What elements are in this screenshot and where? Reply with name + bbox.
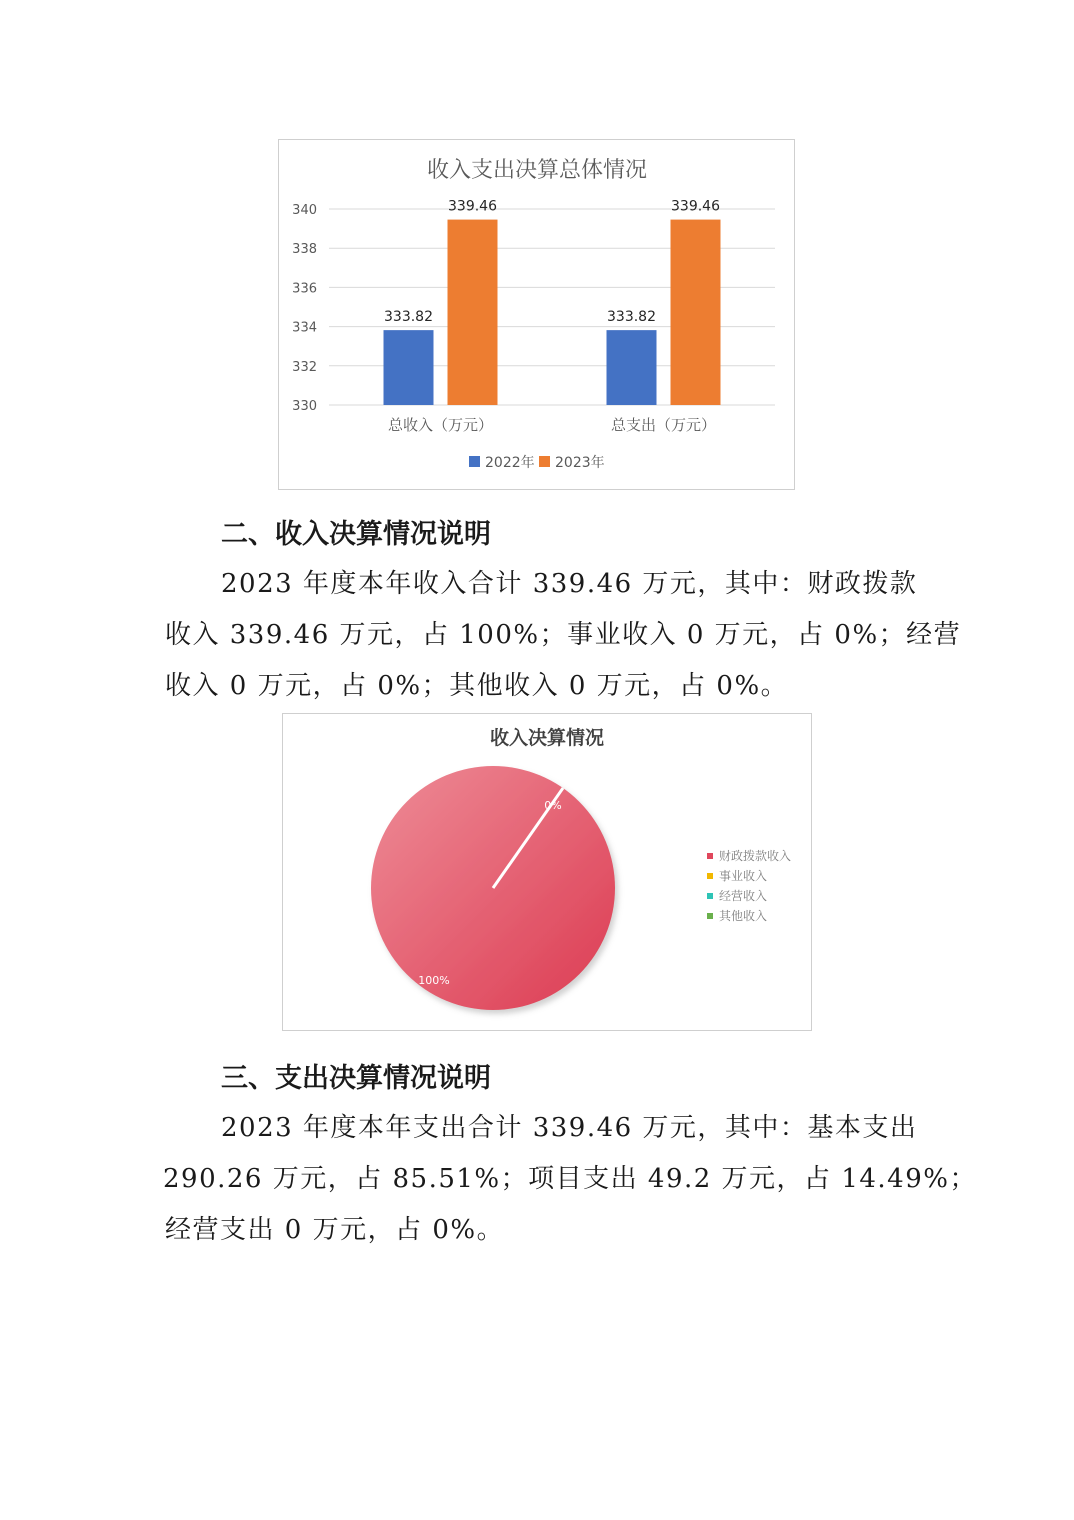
bar-y-tick-label: 336 <box>292 281 317 297</box>
bar-chart-svg <box>279 140 794 489</box>
expense-paragraph-line-2: 290.26 万元，占 85.51%；项目支出 49.2 万元，占 14.49%； <box>163 1164 977 1194</box>
bar-2023-income <box>448 220 498 405</box>
legend-label-2023: 2023年 <box>555 455 605 471</box>
bar-2022-income <box>384 330 434 405</box>
income-expense-bar-chart <box>278 139 795 490</box>
legend-label-2022: 2022年 <box>485 455 535 471</box>
pie-legend-swatch <box>707 913 713 919</box>
pie-slice-label-0: 0% <box>544 799 562 812</box>
pie-legend-label: 财政拨款收入 <box>719 849 792 863</box>
income-paragraph-line-3: 收入 0 万元，占 0%；其他收入 0 万元，占 0%。 <box>165 671 789 701</box>
pie-legend-swatch <box>707 853 713 859</box>
pie-legend-swatch <box>707 893 713 899</box>
expense-paragraph-line-3: 经营支出 0 万元，占 0%。 <box>165 1215 505 1245</box>
bar-value-label: 333.82 <box>384 309 433 326</box>
legend-swatch-2023 <box>539 456 550 467</box>
bar-y-tick-label: 338 <box>292 242 317 258</box>
income-pie-chart <box>282 713 812 1031</box>
section-heading-income: 二、收入决算情况说明 <box>221 519 491 550</box>
income-paragraph-line-2: 收入 339.46 万元，占 100%；事业收入 0 万元，占 0%；经营 <box>165 620 962 650</box>
pie-chart-title: 收入决算情况 <box>489 727 605 749</box>
pie-legend-swatch <box>707 873 713 879</box>
bar-y-tick-label: 330 <box>292 399 317 414</box>
pie-slice-label-100: 100% <box>418 974 450 987</box>
bar-chart-title: 收入支出决算总体情况 <box>426 158 648 183</box>
bar-value-label: 333.82 <box>607 309 656 326</box>
income-paragraph-line-1: 2023 年度本年收入合计 339.46 万元，其中：财政拨款 <box>221 569 918 599</box>
pie-legend-label: 其他收入 <box>719 909 768 923</box>
pie-legend-label: 经营收入 <box>719 889 768 903</box>
bar-y-tick-label: 334 <box>292 320 317 336</box>
pie-chart-svg <box>283 714 811 1030</box>
bar-y-tick-label: 340 <box>292 203 317 218</box>
legend-swatch-2022 <box>469 456 480 467</box>
bar-y-tick-label: 332 <box>292 359 317 375</box>
bar-category-label: 总支出（万元） <box>610 416 717 434</box>
bar-category-label: 总收入（万元） <box>387 416 494 434</box>
bar-value-label: 339.46 <box>448 198 497 215</box>
bar-2022-expense <box>607 330 657 405</box>
bar-value-label: 339.46 <box>671 198 720 215</box>
section-heading-expense: 三、支出决算情况说明 <box>221 1063 491 1094</box>
pie-legend-label: 事业收入 <box>719 869 768 883</box>
expense-paragraph-line-1: 2023 年度本年支出合计 339.46 万元，其中：基本支出 <box>221 1113 918 1143</box>
bar-2023-expense <box>671 220 721 405</box>
